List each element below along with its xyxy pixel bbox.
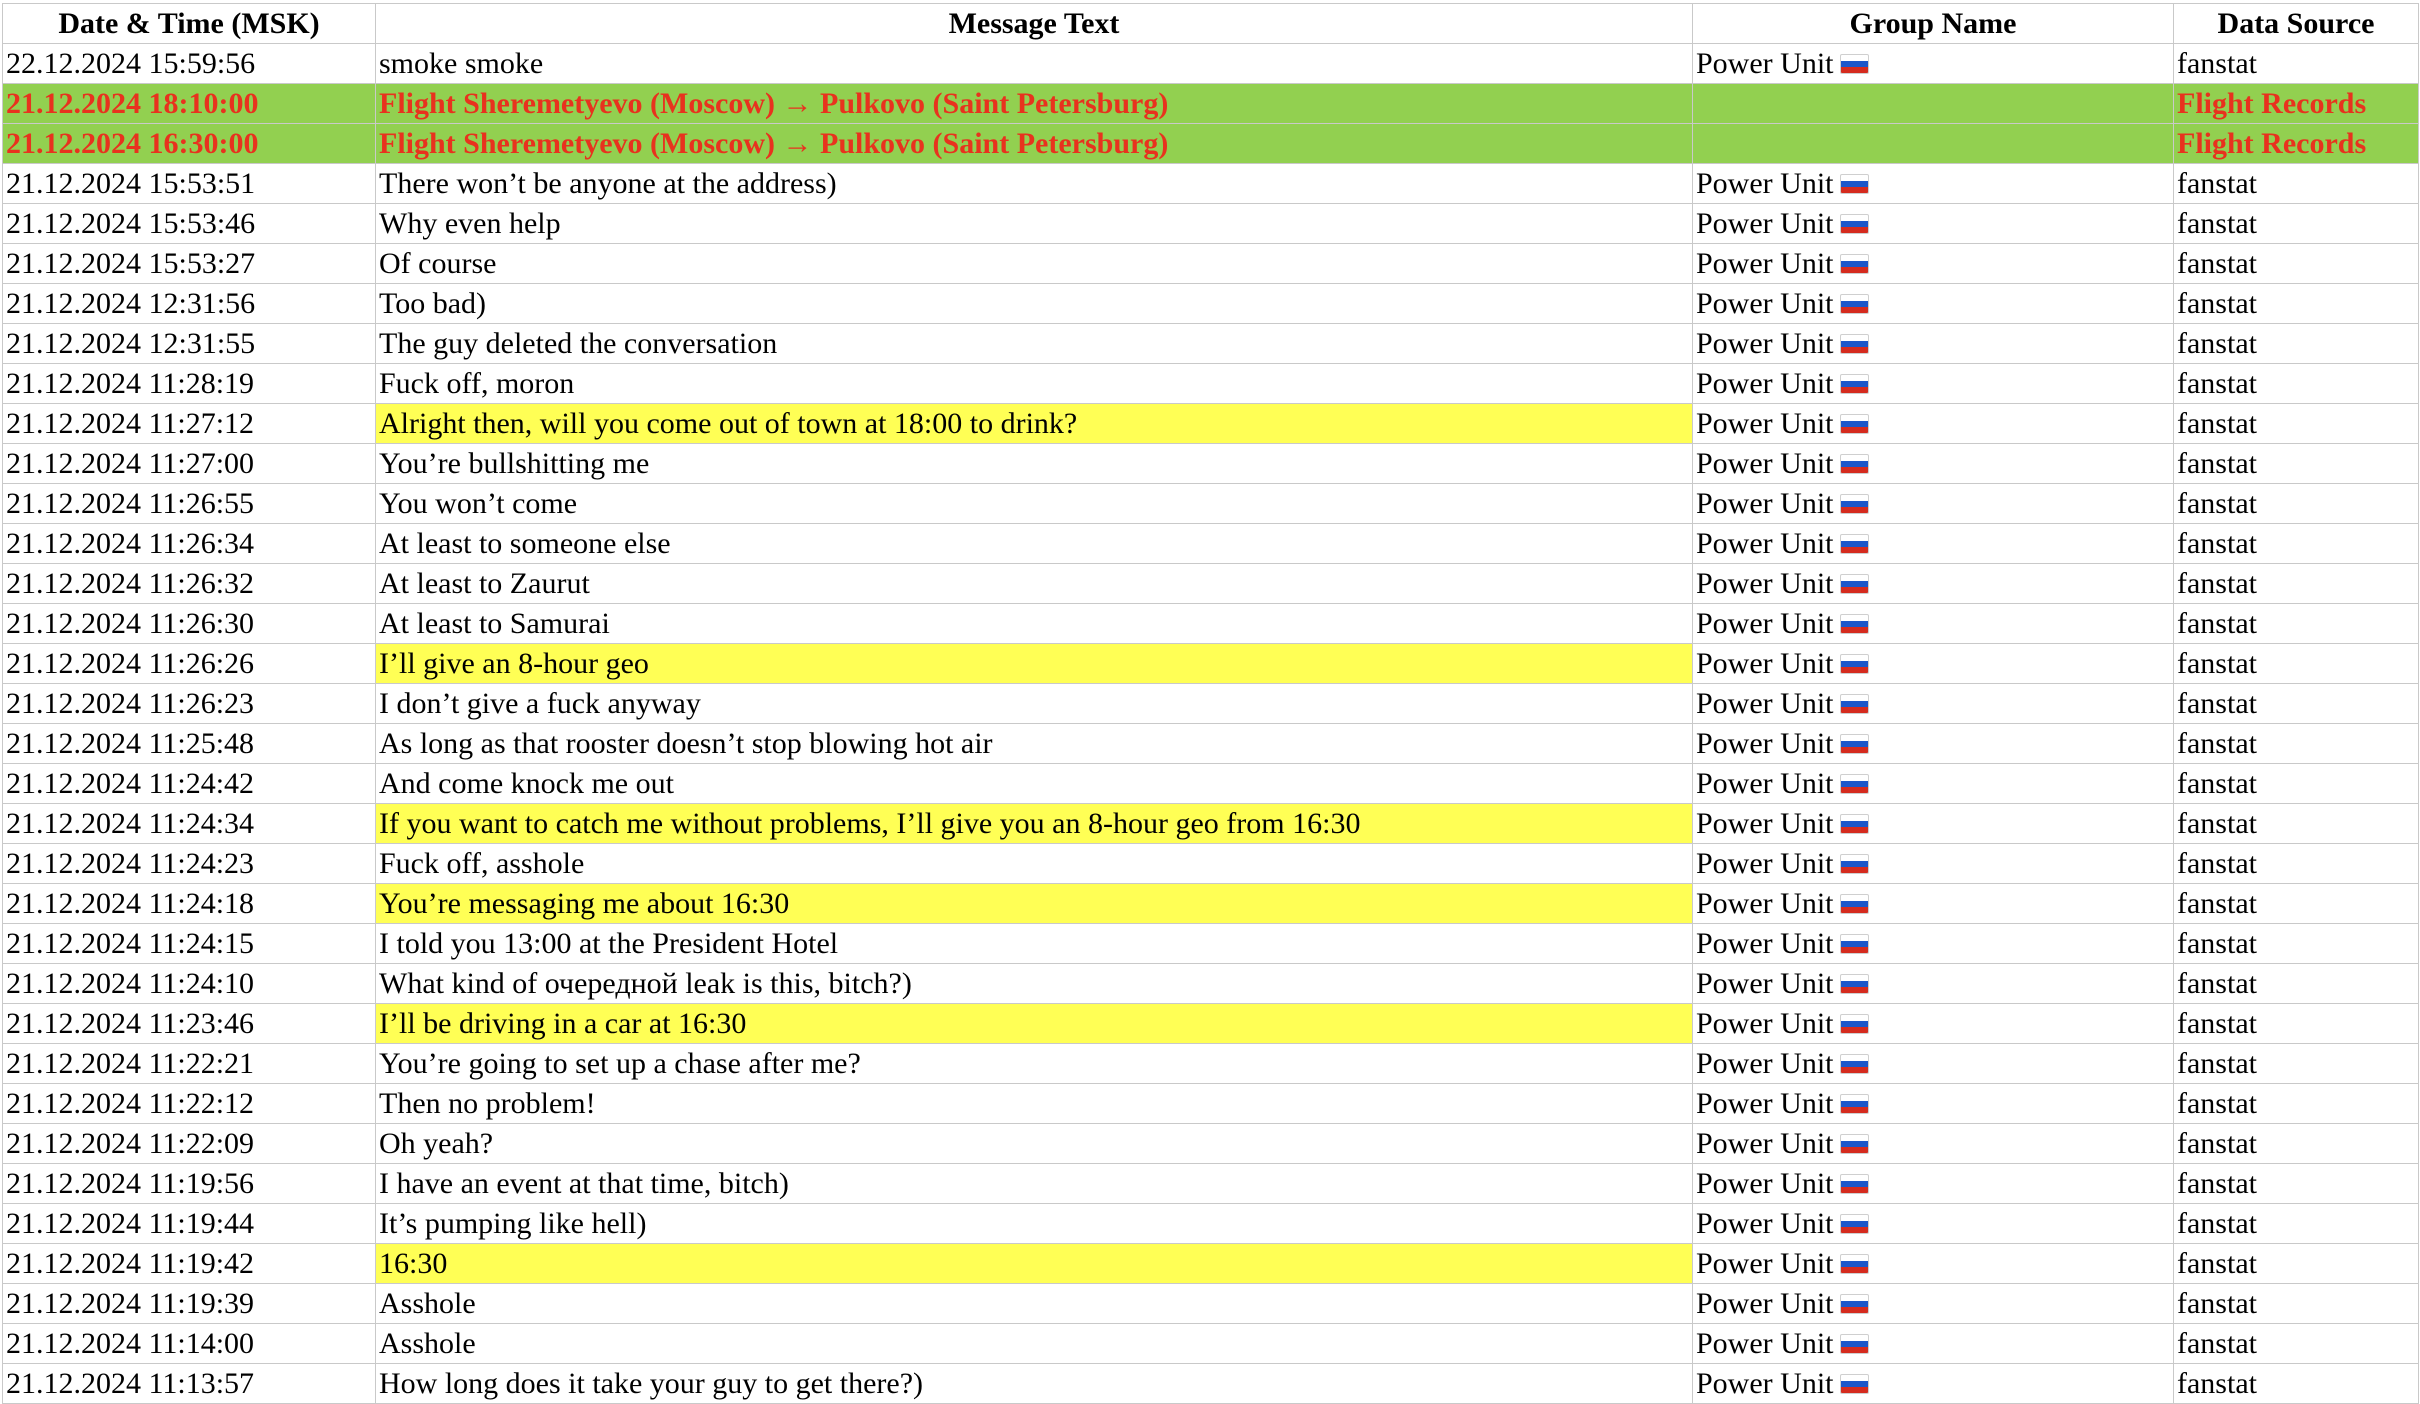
russia-flag-icon [1840, 814, 1869, 834]
russia-flag-icon [1840, 774, 1869, 794]
table-row [3, 1204, 2419, 1244]
cell-source[interactable]: fanstat [2174, 964, 2419, 1004]
table-row [3, 604, 2419, 644]
group-name-text: Power Unit [1696, 247, 1834, 280]
cell-message[interactable]: The guy deleted the conversation [376, 324, 1693, 364]
cell-message[interactable]: You’re going to set up a chase after me? [376, 1044, 1693, 1084]
table-row [3, 884, 2419, 924]
cell-source[interactable]: fanstat [2174, 1004, 2419, 1044]
cell-source[interactable]: fanstat [2174, 524, 2419, 564]
cell-message[interactable]: At least to Samurai [376, 604, 1693, 644]
cell-message[interactable]: There won’t be anyone at the address) [376, 164, 1693, 204]
cell-source[interactable]: fanstat [2174, 284, 2419, 324]
cell-date[interactable]: 21.12.2024 18:10:00 [3, 84, 376, 124]
cell-message[interactable]: How long does it take your guy to get there?) [376, 1364, 1693, 1404]
group-name-text: Power Unit [1696, 47, 1834, 80]
cell-group[interactable] [1693, 804, 2174, 844]
cell-group[interactable] [1693, 364, 2174, 404]
cell-group[interactable] [1693, 444, 2174, 484]
cell-message[interactable]: At least to Zaurut [376, 564, 1693, 604]
group-name-text: Power Unit [1696, 487, 1834, 520]
cell-group[interactable] [1693, 884, 2174, 924]
cell-date[interactable]: 21.12.2024 11:27:12 [3, 404, 376, 444]
cell-date[interactable]: 21.12.2024 15:53:27 [3, 244, 376, 284]
cell-group[interactable] [1693, 164, 2174, 204]
cell-source[interactable]: fanstat [2174, 764, 2419, 804]
table-row [3, 1284, 2419, 1324]
cell-group[interactable] [1693, 1124, 2174, 1164]
table-row [3, 924, 2419, 964]
table-row [3, 404, 2419, 444]
russia-flag-icon [1840, 1214, 1869, 1234]
cell-date[interactable]: 21.12.2024 11:19:39 [3, 1284, 376, 1324]
russia-flag-icon [1840, 654, 1869, 674]
cell-date[interactable]: 21.12.2024 11:24:23 [3, 844, 376, 884]
cell-source[interactable]: fanstat [2174, 244, 2419, 284]
russia-flag-icon [1840, 734, 1869, 754]
group-name-text: Power Unit [1696, 1287, 1834, 1320]
russia-flag-icon [1840, 1294, 1869, 1314]
cell-source[interactable]: fanstat [2174, 644, 2419, 684]
group-name-text: Power Unit [1696, 1367, 1834, 1400]
cell-group[interactable] [1693, 1204, 2174, 1244]
cell-source[interactable]: fanstat [2174, 1284, 2419, 1324]
group-name-text: Power Unit [1696, 767, 1834, 800]
cell-date[interactable]: 21.12.2024 11:22:12 [3, 1084, 376, 1124]
group-name-text: Power Unit [1696, 1167, 1834, 1200]
group-name-text: Power Unit [1696, 207, 1834, 240]
cell-date[interactable]: 21.12.2024 11:26:34 [3, 524, 376, 564]
flight-record-row [3, 84, 2419, 124]
cell-source[interactable]: fanstat [2174, 404, 2419, 444]
cell-source[interactable]: fanstat [2174, 364, 2419, 404]
cell-source[interactable]: fanstat [2174, 1324, 2419, 1364]
cell-date[interactable]: 21.12.2024 12:31:55 [3, 324, 376, 364]
russia-flag-icon [1840, 1094, 1869, 1114]
header-group[interactable]: Group Name [1693, 4, 2174, 44]
cell-group[interactable] [1693, 244, 2174, 284]
group-name-text: Power Unit [1696, 687, 1834, 720]
cell-group[interactable] [1693, 204, 2174, 244]
group-name-text: Power Unit [1696, 1247, 1834, 1280]
cell-date[interactable]: 21.12.2024 11:26:30 [3, 604, 376, 644]
cell-source[interactable]: fanstat [2174, 1084, 2419, 1124]
cell-group[interactable] [1693, 524, 2174, 564]
group-name-text: Power Unit [1696, 447, 1834, 480]
table-row [3, 1004, 2419, 1044]
cell-source[interactable]: Flight Records [2174, 84, 2419, 124]
cell-source[interactable]: fanstat [2174, 1124, 2419, 1164]
cell-date[interactable]: 21.12.2024 11:24:42 [3, 764, 376, 804]
cell-date[interactable]: 21.12.2024 11:25:48 [3, 724, 376, 764]
cell-source[interactable]: fanstat [2174, 1364, 2419, 1404]
russia-flag-icon [1840, 214, 1869, 234]
group-name-text: Power Unit [1696, 807, 1834, 840]
table-row [3, 284, 2419, 324]
cell-message-highlighted[interactable]: You’re messaging me about 16:30 [376, 884, 1693, 924]
russia-flag-icon [1840, 974, 1869, 994]
cell-message[interactable]: At least to someone else [376, 524, 1693, 564]
cell-date[interactable]: 22.12.2024 15:59:56 [3, 44, 376, 84]
header-message[interactable]: Message Text [376, 4, 1693, 44]
table-row [3, 44, 2419, 84]
russia-flag-icon [1840, 294, 1869, 314]
group-name-text: Power Unit [1696, 1207, 1834, 1240]
russia-flag-icon [1840, 694, 1869, 714]
table-row [3, 1164, 2419, 1204]
cell-message[interactable]: You won’t come [376, 484, 1693, 524]
cell-source[interactable]: fanstat [2174, 1244, 2419, 1284]
russia-flag-icon [1840, 54, 1869, 74]
cell-source[interactable]: fanstat [2174, 724, 2419, 764]
russia-flag-icon [1840, 934, 1869, 954]
table-row [3, 1324, 2419, 1364]
cell-source[interactable]: fanstat [2174, 1164, 2419, 1204]
cell-message[interactable]: Fuck off, moron [376, 364, 1693, 404]
russia-flag-icon [1840, 614, 1869, 634]
cell-source[interactable]: fanstat [2174, 684, 2419, 724]
cell-message-highlighted[interactable]: I’ll be driving in a car at 16:30 [376, 1004, 1693, 1044]
spreadsheet [2, 3, 2418, 1404]
cell-date[interactable]: 21.12.2024 11:24:18 [3, 884, 376, 924]
cell-source[interactable]: fanstat [2174, 804, 2419, 844]
cell-source[interactable]: fanstat [2174, 884, 2419, 924]
cell-group[interactable] [1693, 404, 2174, 444]
group-name-text: Power Unit [1696, 327, 1834, 360]
cell-source[interactable]: fanstat [2174, 164, 2419, 204]
russia-flag-icon [1840, 374, 1869, 394]
russia-flag-icon [1840, 1334, 1869, 1354]
cell-date[interactable]: 21.12.2024 15:53:46 [3, 204, 376, 244]
cell-group[interactable] [1693, 1364, 2174, 1404]
cell-message[interactable]: I told you 13:00 at the President Hotel [376, 924, 1693, 964]
cell-date[interactable]: 21.12.2024 11:19:56 [3, 1164, 376, 1204]
cell-message[interactable]: As long as that rooster doesn’t stop blowing hot air [376, 724, 1693, 764]
cell-date[interactable]: 21.12.2024 11:26:55 [3, 484, 376, 524]
table-row [3, 1364, 2419, 1404]
cell-message[interactable]: Asshole [376, 1324, 1693, 1364]
table-row [3, 764, 2419, 804]
group-name-text: Power Unit [1696, 167, 1834, 200]
group-name-text: Power Unit [1696, 1087, 1834, 1120]
group-name-text: Power Unit [1696, 407, 1834, 440]
cell-source[interactable]: fanstat [2174, 604, 2419, 644]
group-name-text: Power Unit [1696, 647, 1834, 680]
cell-message[interactable]: Asshole [376, 1284, 1693, 1324]
header-source[interactable]: Data Source [2174, 4, 2419, 44]
cell-group[interactable] [1693, 684, 2174, 724]
cell-group[interactable] [1693, 564, 2174, 604]
russia-flag-icon [1840, 854, 1869, 874]
cell-group[interactable] [1693, 604, 2174, 644]
cell-group[interactable] [1693, 1084, 2174, 1124]
table-row [3, 564, 2419, 604]
cell-date[interactable]: 21.12.2024 11:24:10 [3, 964, 376, 1004]
cell-date[interactable]: 21.12.2024 11:23:46 [3, 1004, 376, 1044]
russia-flag-icon [1840, 414, 1869, 434]
cell-group[interactable] [1693, 84, 2174, 124]
table-row [3, 164, 2419, 204]
table-row [3, 1244, 2419, 1284]
cell-group[interactable] [1693, 44, 2174, 84]
russia-flag-icon [1840, 1054, 1869, 1074]
table-row [3, 1124, 2419, 1164]
table-row [3, 324, 2419, 364]
group-name-text: Power Unit [1696, 287, 1834, 320]
cell-message[interactable]: You’re bullshitting me [376, 444, 1693, 484]
group-name-text: Power Unit [1696, 727, 1834, 760]
cell-message[interactable]: Then no problem! [376, 1084, 1693, 1124]
cell-group[interactable] [1693, 284, 2174, 324]
cell-group[interactable] [1693, 724, 2174, 764]
group-name-text: Power Unit [1696, 367, 1834, 400]
cell-group[interactable] [1693, 1244, 2174, 1284]
cell-message[interactable]: smoke smoke [376, 44, 1693, 84]
table-row [3, 804, 2419, 844]
cell-group[interactable] [1693, 484, 2174, 524]
russia-flag-icon [1840, 1174, 1869, 1194]
russia-flag-icon [1840, 1134, 1869, 1154]
header-row [3, 4, 2419, 44]
cell-date[interactable]: 21.12.2024 11:27:00 [3, 444, 376, 484]
cell-date[interactable]: 21.12.2024 11:28:19 [3, 364, 376, 404]
cell-source[interactable]: fanstat [2174, 484, 2419, 524]
cell-group[interactable] [1693, 644, 2174, 684]
group-name-text: Power Unit [1696, 1127, 1834, 1160]
cell-source[interactable]: fanstat [2174, 444, 2419, 484]
table-header [3, 4, 2419, 44]
cell-date[interactable]: 21.12.2024 16:30:00 [3, 124, 376, 164]
cell-source[interactable]: fanstat [2174, 564, 2419, 604]
cell-source[interactable]: Flight Records [2174, 124, 2419, 164]
table-row [3, 444, 2419, 484]
table-row [3, 684, 2419, 724]
flight-record-row [3, 124, 2419, 164]
cell-source[interactable]: fanstat [2174, 1044, 2419, 1084]
group-name-text: Power Unit [1696, 527, 1834, 560]
cell-message[interactable]: And come knock me out [376, 764, 1693, 804]
cell-group[interactable] [1693, 1164, 2174, 1204]
group-name-text: Power Unit [1696, 567, 1834, 600]
russia-flag-icon [1840, 174, 1869, 194]
cell-group[interactable] [1693, 1284, 2174, 1324]
russia-flag-icon [1840, 894, 1869, 914]
table-row [3, 484, 2419, 524]
cell-source[interactable]: fanstat [2174, 324, 2419, 364]
russia-flag-icon [1840, 574, 1869, 594]
cell-date[interactable]: 21.12.2024 11:26:26 [3, 644, 376, 684]
group-name-text: Power Unit [1696, 1007, 1834, 1040]
cell-date[interactable]: 21.12.2024 11:26:32 [3, 564, 376, 604]
table-row [3, 844, 2419, 884]
group-name-text: Power Unit [1696, 887, 1834, 920]
cell-message[interactable]: Too bad) [376, 284, 1693, 324]
table-row [3, 244, 2419, 284]
russia-flag-icon [1840, 494, 1869, 514]
cell-group[interactable] [1693, 1324, 2174, 1364]
russia-flag-icon [1840, 454, 1869, 474]
cell-group[interactable] [1693, 844, 2174, 884]
cell-date[interactable]: 21.12.2024 12:31:56 [3, 284, 376, 324]
cell-message[interactable]: Fuck off, asshole [376, 844, 1693, 884]
cell-source[interactable]: fanstat [2174, 204, 2419, 244]
cell-date[interactable]: 21.12.2024 11:13:57 [3, 1364, 376, 1404]
cell-group[interactable] [1693, 1044, 2174, 1084]
cell-group[interactable] [1693, 924, 2174, 964]
cell-message-highlighted[interactable]: If you want to catch me without problems, I’ll give you an 8-hour geo from 16:30 [376, 804, 1693, 844]
cell-date[interactable]: 21.12.2024 11:24:34 [3, 804, 376, 844]
cell-source[interactable]: fanstat [2174, 844, 2419, 884]
cell-date[interactable]: 21.12.2024 11:19:44 [3, 1204, 376, 1244]
cell-message[interactable]: What kind of очередной leak is this, bitch?) [376, 964, 1693, 1004]
group-name-text: Power Unit [1696, 1047, 1834, 1080]
cell-date[interactable]: 21.12.2024 15:53:51 [3, 164, 376, 204]
group-name-text: Power Unit [1696, 607, 1834, 640]
cell-message[interactable]: Flight Sheremetyevo (Moscow) → Pulkovo (Saint Petersburg) [376, 124, 1693, 164]
russia-flag-icon [1840, 334, 1869, 354]
cell-message[interactable]: Flight Sheremetyevo (Moscow) → Pulkovo (Saint Petersburg) [376, 84, 1693, 124]
russia-flag-icon [1840, 1014, 1869, 1034]
group-name-text: Power Unit [1696, 1327, 1834, 1360]
cell-message-highlighted[interactable]: 16:30 [376, 1244, 1693, 1284]
group-name-text: Power Unit [1696, 967, 1834, 1000]
table-row [3, 524, 2419, 564]
group-name-text: Power Unit [1696, 847, 1834, 880]
cell-date[interactable]: 21.12.2024 11:14:00 [3, 1324, 376, 1364]
cell-date[interactable]: 21.12.2024 11:19:42 [3, 1244, 376, 1284]
table-row [3, 204, 2419, 244]
russia-flag-icon [1840, 1374, 1869, 1394]
cell-source[interactable]: fanstat [2174, 924, 2419, 964]
table-row [3, 1044, 2419, 1084]
cell-date[interactable]: 21.12.2024 11:22:09 [3, 1124, 376, 1164]
cell-message-highlighted[interactable]: I’ll give an 8-hour geo [376, 644, 1693, 684]
cell-message[interactable]: Why even help [376, 204, 1693, 244]
table-row [3, 1084, 2419, 1124]
cell-date[interactable]: 21.12.2024 11:24:15 [3, 924, 376, 964]
cell-date[interactable]: 21.12.2024 11:22:21 [3, 1044, 376, 1084]
russia-flag-icon [1840, 1254, 1869, 1274]
table-row [3, 644, 2419, 684]
cell-source[interactable]: fanstat [2174, 1204, 2419, 1244]
group-name-text: Power Unit [1696, 927, 1834, 960]
cell-group[interactable] [1693, 964, 2174, 1004]
cell-message[interactable]: I have an event at that time, bitch) [376, 1164, 1693, 1204]
cell-source[interactable]: fanstat [2174, 44, 2419, 84]
cell-message[interactable]: It’s pumping like hell) [376, 1204, 1693, 1244]
table-row [3, 964, 2419, 1004]
table-body [3, 44, 2419, 1404]
message-log-table [2, 3, 2419, 1404]
header-date[interactable]: Date & Time (MSK) [3, 4, 376, 44]
cell-message[interactable]: Oh yeah? [376, 1124, 1693, 1164]
russia-flag-icon [1840, 254, 1869, 274]
cell-group[interactable] [1693, 1004, 2174, 1044]
table-row [3, 724, 2419, 764]
cell-group[interactable] [1693, 324, 2174, 364]
cell-message[interactable]: I don’t give a fuck anyway [376, 684, 1693, 724]
russia-flag-icon [1840, 534, 1869, 554]
table-row [3, 364, 2419, 404]
cell-date[interactable]: 21.12.2024 11:26:23 [3, 684, 376, 724]
cell-group[interactable] [1693, 764, 2174, 804]
cell-message-highlighted[interactable]: Alright then, will you come out of town at 18:00 to drink? [376, 404, 1693, 444]
cell-group[interactable] [1693, 124, 2174, 164]
cell-message[interactable]: Of course [376, 244, 1693, 284]
